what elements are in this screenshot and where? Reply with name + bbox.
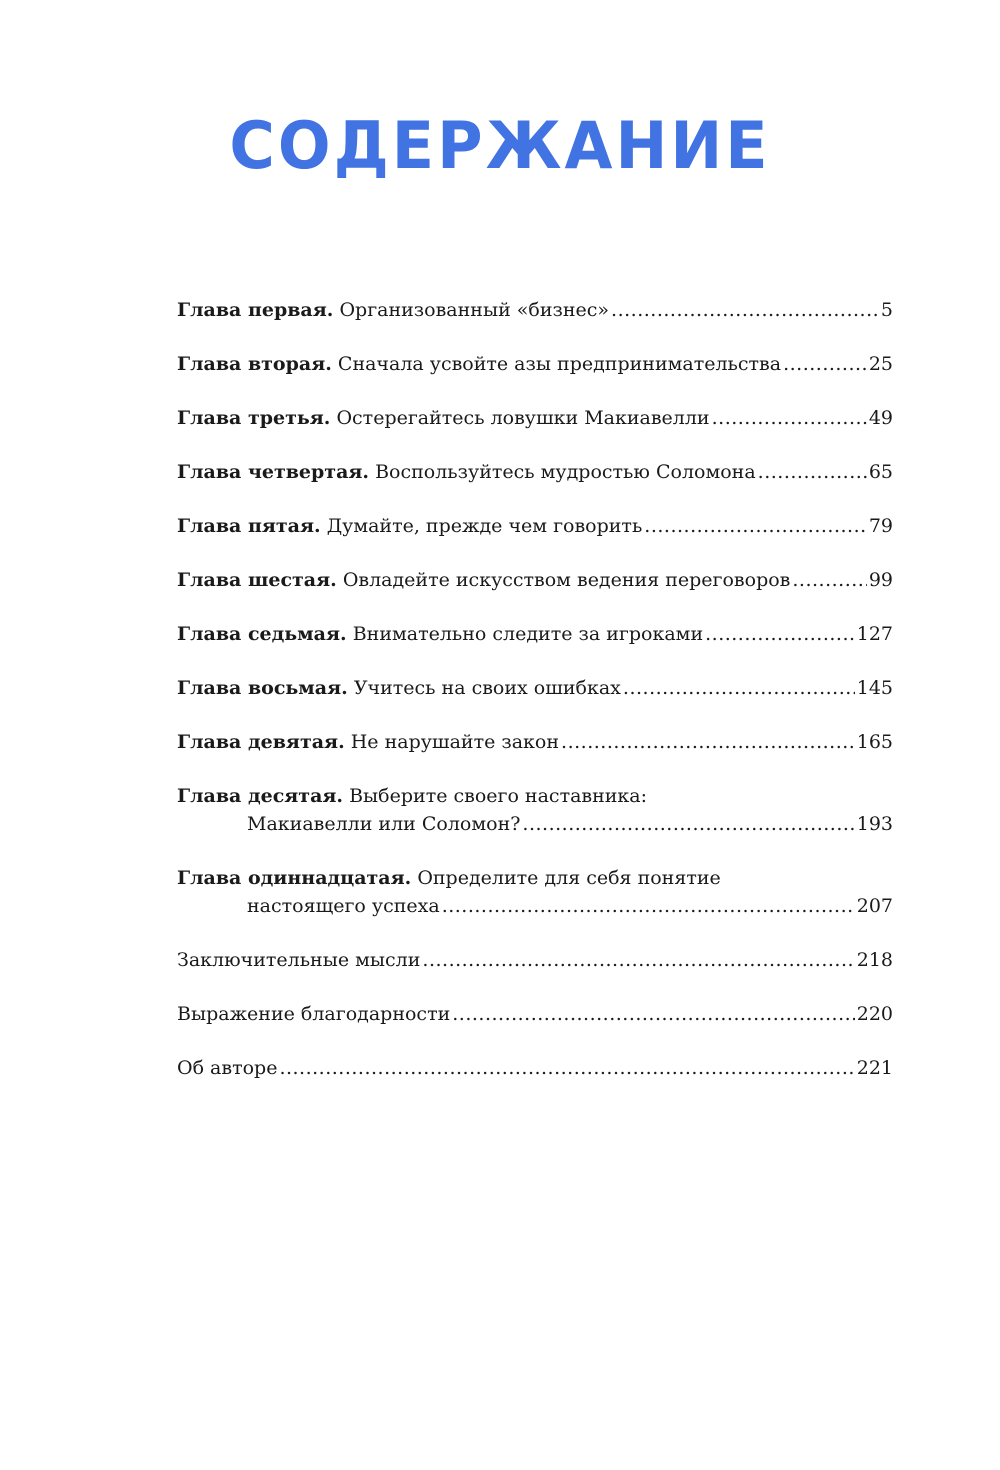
chapter-title: Не нарушайте закон: [350, 731, 560, 753]
chapter-title: Выберите своего наставника:: [349, 785, 648, 807]
toc-entry[interactable]: [177, 404, 893, 432]
page-number: 5: [880, 299, 893, 321]
toc-entry[interactable]: [177, 674, 893, 702]
page-number: 165: [856, 731, 893, 753]
chapter-title: Овладейте искусством ведения переговоров: [342, 569, 791, 591]
chapter-title: Учитесь на своих ошибках: [353, 677, 621, 699]
chapter-title: Определите для себя понятие: [417, 867, 721, 889]
chapter-title: Воспользуйтесь мудростью Соломона: [375, 461, 756, 483]
toc-entry[interactable]: [177, 620, 893, 648]
page-title: СОДЕРЖАНИЕ: [229, 107, 771, 184]
dot-leader: [644, 512, 867, 540]
dot-leader: [422, 946, 854, 974]
chapter-label: Глава восьмая.: [177, 677, 348, 699]
dot-leader: [561, 728, 855, 756]
toc-entry[interactable]: [177, 350, 893, 378]
toc-entry[interactable]: [177, 782, 893, 838]
toc-entry[interactable]: [177, 296, 893, 324]
page-number: 207: [856, 895, 893, 917]
chapter-title: Организованный «бизнес»: [339, 299, 610, 321]
section-title: Выражение благодарности: [177, 1003, 451, 1025]
page-number: 79: [868, 515, 893, 537]
toc-entry[interactable]: [177, 1054, 893, 1082]
toc-entry[interactable]: [177, 864, 893, 920]
dot-leader: [712, 404, 867, 432]
chapter-label: Глава шестая.: [177, 569, 337, 591]
page-number: 145: [856, 677, 893, 699]
toc-entry[interactable]: [177, 946, 893, 974]
toc-entry[interactable]: [177, 728, 893, 756]
page-number: 218: [856, 949, 893, 971]
chapter-title-continued: Макиавелли или Соломон?: [247, 813, 521, 835]
chapter-title: Внимательно следите за игроками: [352, 623, 704, 645]
chapter-label: Глава четвертая.: [177, 461, 370, 483]
chapter-label: Глава пятая.: [177, 515, 321, 537]
section-title: Заключительные мысли: [177, 949, 421, 971]
dot-leader: [611, 296, 879, 324]
chapter-label: Глава девятая.: [177, 731, 345, 753]
dot-leader: [705, 620, 855, 648]
chapter-label: Глава третья.: [177, 407, 331, 429]
section-title: Об авторе: [177, 1057, 278, 1079]
page-number: 99: [868, 569, 893, 591]
dot-leader: [522, 810, 854, 838]
page-number: 25: [868, 353, 893, 375]
dot-leader: [279, 1054, 854, 1082]
chapter-label: Глава десятая.: [177, 785, 344, 807]
dot-leader: [623, 674, 855, 702]
chapter-label: Глава первая.: [177, 299, 334, 321]
chapter-label: Глава седьмая.: [177, 623, 347, 645]
chapter-label: Глава одиннадцатая.: [177, 867, 412, 889]
toc-entry[interactable]: [177, 566, 893, 594]
chapter-title-continued: настоящего успеха: [247, 895, 440, 917]
toc-entry[interactable]: [177, 1000, 893, 1028]
chapter-title: Думайте, прежде чем говорить: [326, 515, 643, 537]
page-number: 221: [856, 1057, 893, 1079]
toc-entry[interactable]: [177, 458, 893, 486]
toc-entry[interactable]: [177, 512, 893, 540]
dot-leader: [442, 892, 855, 920]
dot-leader: [452, 1000, 854, 1028]
dot-leader: [783, 350, 867, 378]
page-number: 193: [856, 813, 893, 835]
page-number: 220: [856, 1003, 893, 1025]
page-number: 49: [868, 407, 893, 429]
chapter-title: Остерегайтесь ловушки Макиавелли: [336, 407, 710, 429]
chapter-title: Сначала усвойте азы предпринимательства: [337, 353, 782, 375]
chapter-label: Глава вторая.: [177, 353, 332, 375]
page-number: 127: [856, 623, 893, 645]
dot-leader: [758, 458, 867, 486]
dot-leader: [792, 566, 866, 594]
page-number: 65: [868, 461, 893, 483]
